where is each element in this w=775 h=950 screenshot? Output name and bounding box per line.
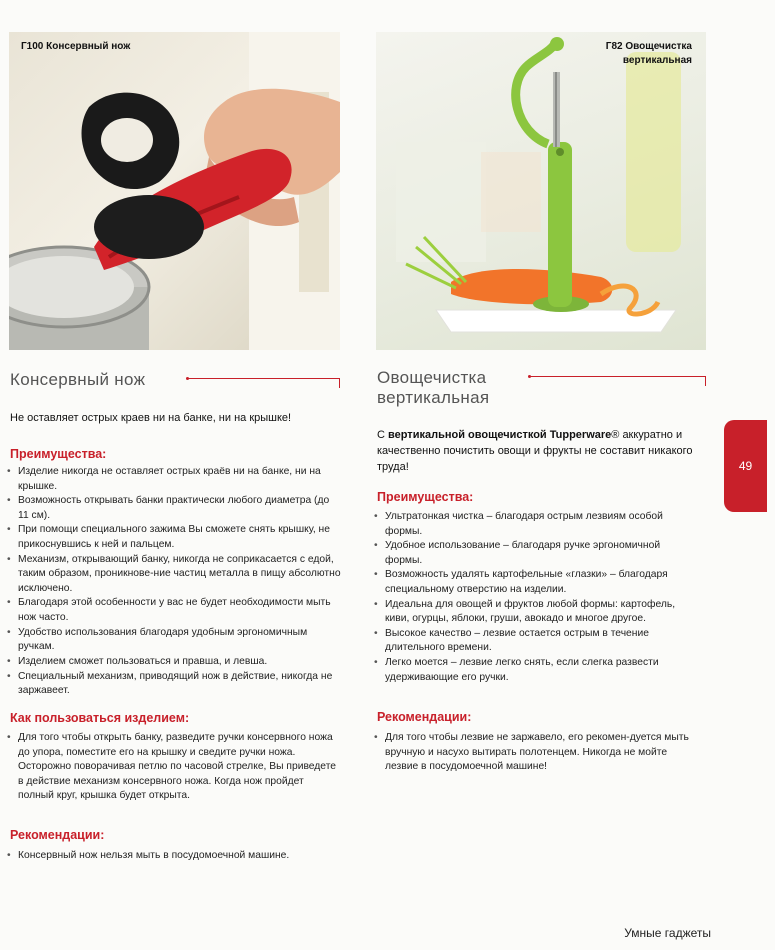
product-lead: Не оставляет острых краев ни на банке, ни на крышке! bbox=[10, 412, 292, 424]
list-item: • При помощи специального зажима Вы сможете снять крышку, не прикоснувшись к ней и пальцем. bbox=[5, 523, 341, 552]
recommendations-text: • Консервный нож нельзя мыть в посудомоечной машине. bbox=[5, 849, 345, 864]
photo-caption-line: вертикальная bbox=[622, 54, 692, 66]
title-divider bbox=[530, 376, 706, 386]
list-item: • Легко моется – лезвие легко снять, если слегка развести удерживающие его ручки. bbox=[372, 656, 690, 685]
lead-text: ® аккуратно и качественно почистить овощи и фрукты не составит никакого труда! bbox=[377, 429, 693, 473]
page-number-tab bbox=[724, 420, 767, 512]
list-item: • Идеальна для овощей и фруктов любой формы: картофель, киви, огурцы, яблоки, груши, авокадо и многое другое. bbox=[372, 598, 690, 627]
usage-text: • Для того чтобы открыть банку, разведите ручки консервного ножа до упора, поместите его на крышку и сведите ручки ножа. Осторожно поворачивая петлю по часовой стрелке, Вы приведете в действие механизм консервного ножа. Когда нож пройдет полный круг, крышка будет открыта. bbox=[5, 731, 341, 804]
recommendations-heading: Рекомендации: bbox=[10, 828, 105, 842]
footer-section-title: Умные гаджеты bbox=[624, 926, 711, 940]
photo-caption-line: Г82 Овощечистка bbox=[605, 41, 692, 52]
peeler-photo bbox=[376, 32, 706, 350]
usage-heading: Как пользоваться изделием: bbox=[10, 711, 190, 725]
list-item: • Благодаря этой особенности у вас не будет необходимости мыть нож часто. bbox=[5, 596, 341, 625]
list-item: • Удобство использования благодаря удобным эргономичным ручкам. bbox=[5, 626, 341, 655]
list-item: • Изделие никогда не оставляет острых краёв ни на банке, ни на крышке. bbox=[5, 465, 341, 494]
title-divider bbox=[188, 378, 340, 388]
peeler-illustration bbox=[376, 32, 706, 350]
list-item: • Удобное использование – благодаря ручке эргономичной формы. bbox=[372, 539, 690, 568]
advantages-heading: Преимущества: bbox=[377, 490, 474, 504]
page-number: 49 bbox=[738, 459, 753, 473]
product-title-line: вертикальная bbox=[377, 387, 490, 407]
product-title bbox=[377, 368, 489, 407]
list-item: • Возможность удалять картофельные «глазки» – благодаря специальному отверстию на изделии. bbox=[372, 568, 690, 597]
list-item: • Специальный механизм, приводящий нож в действие, никогда не заржавеет. bbox=[5, 670, 341, 699]
recommendations-heading: Рекомендации: bbox=[377, 710, 472, 724]
advantages-list bbox=[5, 465, 341, 699]
list-item: • Изделием сможет пользоваться и правша, и левша. bbox=[5, 655, 341, 670]
lead-text: С bbox=[377, 429, 388, 441]
photo-caption bbox=[606, 40, 692, 67]
list-item: • Высокое качество – лезвие остается острым в течение длительного времени. bbox=[372, 627, 690, 656]
product-lead bbox=[377, 428, 697, 476]
product-title: Консервный нож bbox=[10, 370, 146, 389]
advantages-heading: Преимущества: bbox=[10, 447, 107, 461]
can-opener-photo bbox=[9, 32, 340, 350]
recommendations-text: • Для того чтобы лезвие не заржавело, его рекомен-дуется мыть вручную и насухо вытирать полотенцем. Никогда не мойте лезвие в посудомоечной машине! bbox=[372, 731, 694, 775]
product-title-line: Овощечистка bbox=[377, 368, 487, 387]
list-item: • Ультратонкая чистка – благодаря острым лезвиям особой формы. bbox=[372, 510, 690, 539]
list-item: • Возможность открывать банки практически любого диаметра (до 11 см). bbox=[5, 494, 341, 523]
photo-caption: Г100 Консервный нож bbox=[21, 41, 131, 52]
lead-bold-text: вертикальной овощечисткой Tupperware bbox=[388, 429, 612, 441]
can-opener-illustration bbox=[9, 32, 340, 350]
advantages-list bbox=[372, 510, 690, 685]
list-item: • Механизм, открывающий банку, никогда не соприкасается с едой, таким образом, проникнове-ние частиц металла в пищу абсолютно исключено. bbox=[5, 553, 341, 597]
